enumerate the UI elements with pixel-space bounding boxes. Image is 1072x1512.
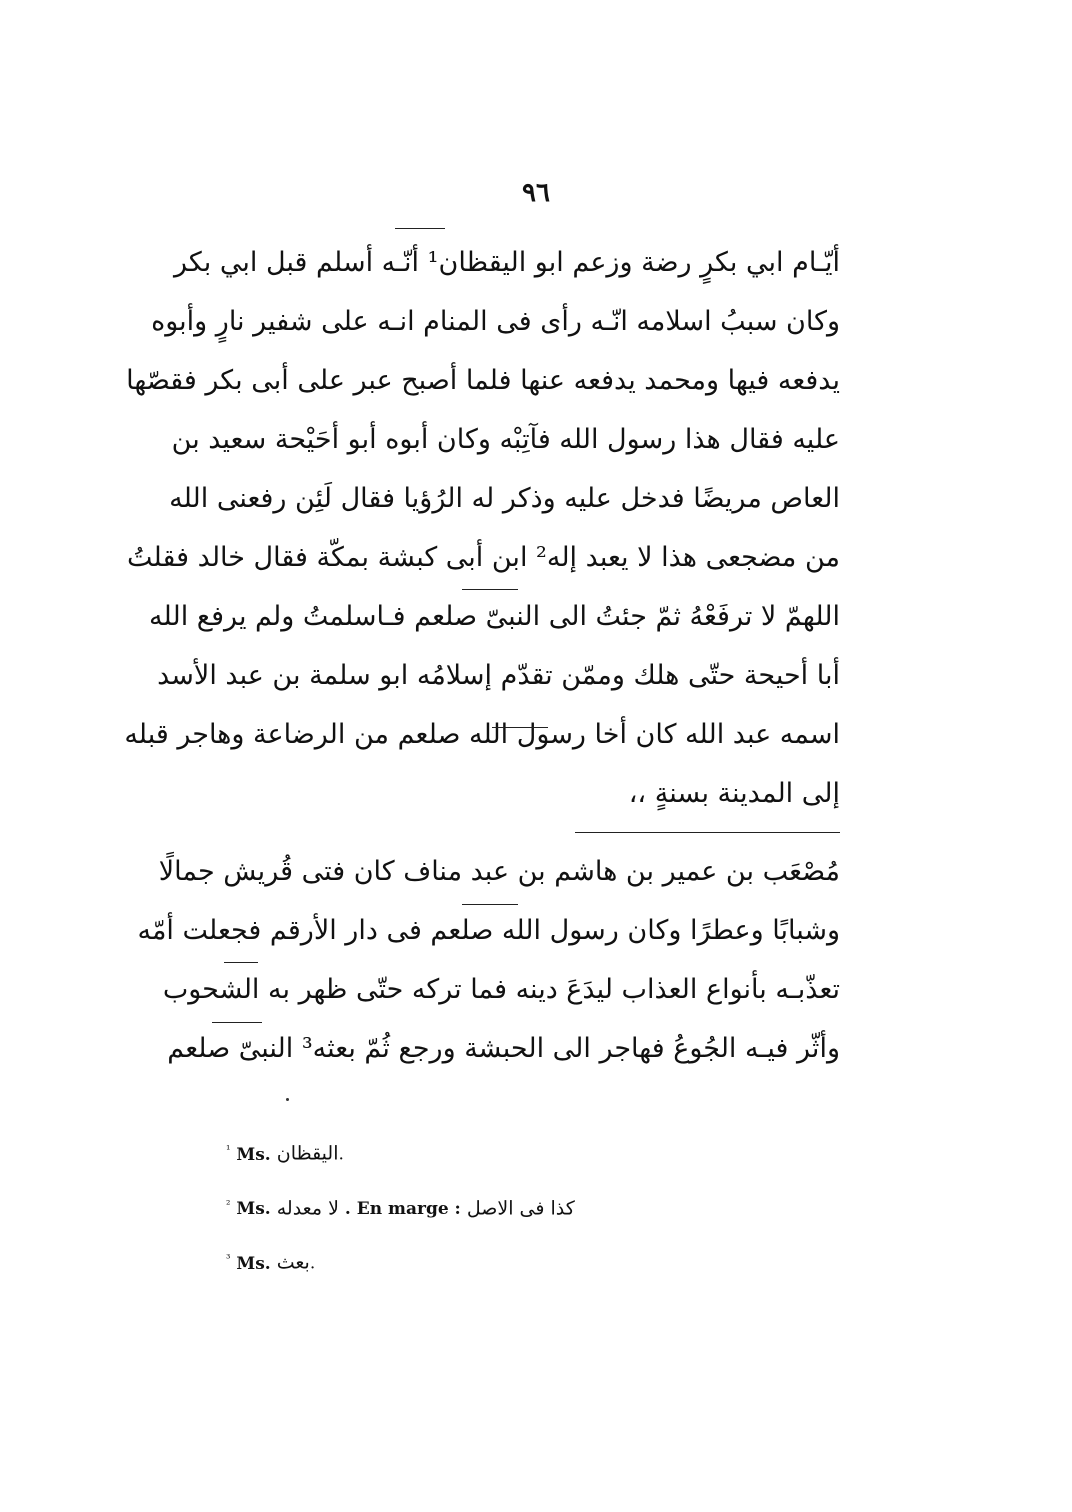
text-line: من مضجعى هذا لا يعبد إله² ابن أبى كبشة بمكّة فقال خالد فقلتُ bbox=[127, 542, 840, 573]
footnote-text: لا معدله bbox=[276, 1197, 339, 1220]
footnote-separator: . En marge : bbox=[344, 1199, 461, 1220]
text-line: يدفعه فيها ومحمد يدفعه عنها فلما أصبح عبر على أبى بكر فقصّها bbox=[126, 365, 840, 396]
text-line: أبا أحيحة حتّى هلك وممّن تقدّم إسلامُه ابو سلمة بن عبد الأسد bbox=[157, 660, 840, 691]
footnote-tail: . bbox=[309, 1253, 316, 1274]
text-line: وشبابًا وعطرًا وكان رسول الله صلعم فى دار الأرقم فجعلت أمّه bbox=[137, 915, 840, 946]
paragraph-1 bbox=[124, 233, 840, 823]
footnote-text: بعث bbox=[276, 1251, 310, 1274]
text-line: عليه فقال هذا رسول الله فآتِبْه وكان أبوه أبو أحَيْحة سعيد بن bbox=[171, 424, 840, 455]
text-line: أيّـام ابي بكرٍ رضة وزعم ابو اليقظان¹ أنّـه أسلم قبل ابي بكر bbox=[173, 247, 840, 278]
text-line: مُصْعَب بن عمير بن هاشم بن عبد مناف كان فتى قُريش جمالًا bbox=[158, 856, 840, 887]
overline-mark bbox=[492, 727, 548, 728]
footnote-text: اليقظان bbox=[276, 1142, 339, 1165]
overline-mark bbox=[462, 904, 518, 905]
footnote-3 bbox=[226, 1234, 575, 1289]
overline-mark bbox=[212, 1022, 262, 1023]
text-line: اسمه عبد الله كان أخا رسول الله صلعم من الرضاعة وهاجر قبله bbox=[124, 719, 840, 750]
page-number: ٩٦ bbox=[522, 178, 550, 208]
section-divider bbox=[575, 832, 840, 833]
footnote-tail: . bbox=[338, 1144, 344, 1165]
footnote-1 bbox=[226, 1125, 575, 1180]
footnotes bbox=[226, 1125, 575, 1289]
overline-mark bbox=[224, 962, 258, 963]
footnote-marginal-text: كذا فى الاصل bbox=[466, 1197, 575, 1220]
overline-mark bbox=[462, 589, 518, 590]
text-line: وأثّر فيـه الجُوعُ فهاجر الى الحبشة ورجع ثُمّ بعثه³ النبىّ صلعم bbox=[167, 1033, 840, 1064]
text-line: تعذّبـه بأنواع العذاب ليدَعَ دينه فما تركه حتّى ظهر به الشحوب bbox=[162, 974, 840, 1005]
overline-mark bbox=[395, 228, 445, 229]
footnote-2 bbox=[226, 1180, 575, 1235]
text-line: إلى المدينة بسنةٍ ،، bbox=[628, 778, 840, 809]
text-line: وكان سببُ اسلامه انّـه رأى فى المنام انـه على شفير نارٍ وأبوه bbox=[151, 306, 840, 337]
footnote-number: ² bbox=[226, 1197, 231, 1211]
text-line: اللهمّ لا ترفَعْهُ ثمّ جئتُ الى النبىّ صلعم فـاسلمتُ ولم يرفع الله bbox=[149, 601, 840, 632]
footnote-ms-label: Ms. bbox=[236, 1199, 271, 1220]
footnote-number: ³ bbox=[226, 1252, 231, 1266]
ink-dot bbox=[286, 1098, 289, 1101]
paragraph-2 bbox=[137, 842, 840, 1078]
footnote-ms-label: Ms. bbox=[236, 1144, 271, 1165]
footnote-ms-label: Ms. bbox=[236, 1253, 271, 1274]
text-line: العاص مريضًا فدخل عليه وذكر له الرُؤيا فقال لَئِن رفعنى الله bbox=[169, 483, 840, 514]
footnote-number: ¹ bbox=[226, 1143, 231, 1156]
